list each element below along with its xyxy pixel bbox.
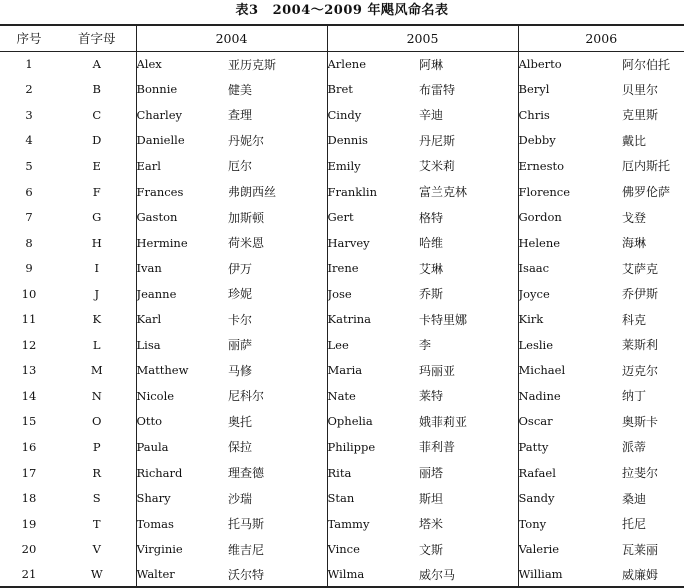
name-2004-zh: 亚历克斯 [228, 57, 277, 72]
table-row [0, 434, 684, 460]
row-initial: H [91, 235, 102, 250]
name-2005-en: Rita [327, 460, 419, 486]
name-2004-en: Earl [136, 153, 228, 179]
name-2004-en: Frances [136, 179, 228, 205]
name-2006-zh: 厄内斯托 [622, 159, 671, 174]
table-row [0, 153, 684, 179]
table-row [0, 536, 684, 562]
name-2005-zh: 艾米莉 [419, 159, 456, 174]
table-row [0, 306, 684, 332]
row-initial: E [92, 158, 101, 173]
row-initial: A [92, 57, 101, 72]
name-2005-en: Arlene [327, 51, 419, 77]
row-initial: B [92, 82, 101, 97]
name-2004-zh: 加斯顿 [228, 210, 265, 225]
name-2006-en: Rafael [518, 460, 610, 486]
name-2004-zh: 保拉 [228, 440, 253, 455]
name-2006-en: Ernesto [518, 153, 610, 179]
name-2006-en: Gordon [518, 204, 610, 230]
table-row [0, 204, 684, 230]
row-index: 3 [25, 107, 33, 122]
name-2006-zh: 克里斯 [622, 108, 659, 123]
name-2006-zh: 戴比 [622, 133, 647, 148]
name-2004-en: Paula [136, 434, 228, 460]
header-year-2004: 2004 [136, 25, 327, 51]
table-number: 表3 [235, 3, 259, 18]
name-2005-en: Vince [327, 536, 419, 562]
name-2004-zh: 奥托 [228, 414, 253, 429]
name-2004-zh: 厄尔 [228, 159, 253, 174]
hurricane-names-table [0, 24, 684, 588]
row-index: 5 [25, 158, 33, 173]
name-2004-zh: 伊万 [228, 261, 253, 276]
name-2005-en: Harvey [327, 230, 419, 256]
row-index: 8 [25, 235, 33, 250]
name-2006-zh: 拉斐尔 [622, 466, 659, 481]
header-year-2005: 2005 [327, 25, 518, 51]
name-2005-en: Katrina [327, 306, 419, 332]
header-year-2006: 2006 [518, 25, 684, 51]
row-initial: K [92, 312, 102, 327]
name-2006-zh: 瓦莱丽 [622, 542, 659, 557]
row-index: 20 [21, 542, 37, 557]
name-2006-en: Chris [518, 102, 610, 128]
name-2005-en: Gert [327, 204, 419, 230]
name-2005-en: Irene [327, 255, 419, 281]
name-2005-zh: 玛丽亚 [419, 363, 456, 378]
row-initial: V [92, 542, 101, 557]
table-row [0, 230, 684, 256]
name-2006-zh: 派蒂 [622, 440, 647, 455]
name-2006-en: Leslie [518, 332, 610, 358]
name-2006-zh: 戈登 [622, 210, 647, 225]
row-index: 18 [21, 491, 37, 506]
name-2005-zh: 哈维 [419, 236, 444, 251]
table-caption [0, 2, 684, 20]
name-2006-zh: 桑迪 [622, 491, 647, 506]
table-row [0, 562, 684, 588]
name-2005-zh: 艾琳 [419, 261, 444, 276]
name-2006-zh: 纳丁 [622, 389, 647, 404]
row-index: 4 [25, 133, 33, 148]
name-2005-zh: 阿琳 [419, 57, 444, 72]
row-initial: I [94, 261, 100, 276]
name-2004-en: Walter [136, 562, 228, 588]
name-2006-zh: 莱斯利 [622, 338, 659, 353]
name-2006-en: Alberto [518, 51, 610, 77]
name-2005-zh: 丽塔 [419, 466, 444, 481]
name-2005-en: Ophelia [327, 409, 419, 435]
row-initial: T [92, 516, 101, 531]
name-2005-en: Maria [327, 358, 419, 384]
name-2006-en: Florence [518, 179, 610, 205]
name-2005-zh: 乔斯 [419, 287, 444, 302]
name-2004-en: Bonnie [136, 77, 228, 103]
name-2004-zh: 托马斯 [228, 517, 265, 532]
name-2006-en: Nadine [518, 383, 610, 409]
name-2006-zh: 科克 [622, 312, 647, 327]
name-2005-en: Cindy [327, 102, 419, 128]
name-2005-zh: 格特 [419, 210, 444, 225]
table-row [0, 383, 684, 409]
name-2004-en: Danielle [136, 128, 228, 154]
row-index: 9 [25, 261, 33, 276]
name-2005-zh: 富兰克林 [419, 185, 468, 199]
name-2005-en: Philippe [327, 434, 419, 460]
name-2004-en: Hermine [136, 230, 228, 256]
row-initial: W [58, 562, 136, 588]
name-2006-en: Kirk [518, 306, 610, 332]
name-2004-en: Lisa [136, 332, 228, 358]
name-2004-zh: 健美 [228, 82, 253, 97]
row-initial: M [90, 363, 103, 378]
row-initial: J [94, 286, 100, 301]
name-2004-zh: 尼科尔 [228, 389, 265, 404]
row-index: 11 [21, 312, 37, 327]
row-initial: D [92, 133, 102, 148]
table-row [0, 51, 684, 77]
name-2005-en: Emily [327, 153, 419, 179]
row-initial: N [91, 388, 102, 403]
table-row [0, 255, 684, 281]
row-initial: R [92, 465, 102, 480]
name-2005-zh: 莱特 [419, 389, 444, 404]
name-2005-zh: 威尔马 [419, 562, 518, 588]
row-index: 7 [25, 210, 33, 225]
row-index: 16 [21, 439, 37, 454]
name-2006-zh: 托尼 [622, 517, 647, 532]
name-2006-zh: 佛罗伦萨 [622, 185, 671, 199]
name-2006-en: William [518, 562, 610, 588]
name-2004-zh: 珍妮 [228, 287, 253, 302]
name-2005-en: Nate [327, 383, 419, 409]
name-2005-en: Tammy [327, 511, 419, 537]
name-2005-zh: 布雷特 [419, 82, 456, 97]
name-2006-zh: 海琳 [622, 236, 647, 251]
name-2005-en: Wilma [327, 562, 419, 588]
name-2006-en: Patty [518, 434, 610, 460]
name-2005-zh: 丹尼斯 [419, 133, 456, 148]
row-index: 10 [21, 286, 37, 301]
name-2005-zh: 卡特里娜 [419, 312, 468, 327]
name-2006-en: Beryl [518, 77, 610, 103]
name-2006-en: Valerie [518, 536, 610, 562]
table-row [0, 511, 684, 537]
header-row [0, 25, 684, 51]
row-index: 15 [21, 414, 37, 429]
name-2004-zh: 丽萨 [228, 338, 253, 353]
name-2004-zh: 维吉尼 [228, 542, 265, 557]
name-2004-en: Charley [136, 102, 228, 128]
name-2006-zh: 贝里尔 [622, 82, 659, 97]
name-2004-en: Alex [136, 51, 228, 77]
table-title: 2004～2009 年飓风命名表 [272, 3, 449, 18]
table-row [0, 77, 684, 103]
table-row [0, 485, 684, 511]
name-2006-en: Helene [518, 230, 610, 256]
name-2004-zh: 理查德 [228, 466, 265, 481]
name-2005-en: Lee [327, 332, 419, 358]
name-2005-zh: 娥菲莉亚 [419, 414, 468, 429]
table-row [0, 409, 684, 435]
name-2004-zh: 沃尔特 [228, 562, 327, 588]
name-2006-en: Michael [518, 358, 610, 384]
name-2004-en: Otto [136, 409, 228, 435]
name-2005-en: Jose [327, 281, 419, 307]
row-index: 6 [25, 184, 33, 199]
table-row [0, 179, 684, 205]
name-2005-zh: 李 [419, 338, 432, 353]
name-2005-zh: 塔米 [419, 517, 444, 532]
header-initial: 首字母 [58, 25, 136, 51]
table-row [0, 128, 684, 154]
name-2006-zh: 威廉姆 [610, 562, 684, 588]
row-initial: S [92, 491, 101, 506]
row-initial: F [92, 184, 101, 199]
row-index: 19 [21, 516, 37, 531]
table-row [0, 358, 684, 384]
name-2006-en: Sandy [518, 485, 610, 511]
name-2004-en: Gaston [136, 204, 228, 230]
name-2006-en: Debby [518, 128, 610, 154]
name-2004-en: Jeanne [136, 281, 228, 307]
row-initial: L [92, 337, 101, 352]
name-2004-zh: 卡尔 [228, 312, 253, 327]
row-index: 21 [0, 562, 58, 588]
table-row [0, 281, 684, 307]
row-index: 2 [25, 82, 33, 97]
name-2005-en: Bret [327, 77, 419, 103]
row-initial: P [92, 439, 101, 454]
name-2006-en: Tony [518, 511, 610, 537]
row-initial: O [92, 414, 102, 429]
table-row [0, 460, 684, 486]
name-2004-zh: 马修 [228, 363, 253, 378]
name-2004-en: Matthew [136, 358, 228, 384]
name-2005-zh: 辛迪 [419, 108, 444, 123]
row-index: 12 [21, 337, 37, 352]
header-index: 序号 [0, 25, 58, 51]
name-2005-en: Dennis [327, 128, 419, 154]
name-2006-zh: 阿尔伯托 [622, 57, 671, 72]
name-2004-zh: 荷米恩 [228, 236, 265, 251]
name-2004-zh: 查理 [228, 108, 253, 123]
row-index: 13 [21, 363, 37, 378]
row-initial: C [92, 107, 102, 122]
name-2004-zh: 丹妮尔 [228, 133, 265, 148]
name-2005-zh: 菲利普 [419, 440, 456, 455]
name-2004-en: Tomas [136, 511, 228, 537]
table-row [0, 102, 684, 128]
table-row [0, 332, 684, 358]
name-2005-en: Stan [327, 485, 419, 511]
table-body [0, 51, 684, 587]
name-2006-en: Oscar [518, 409, 610, 435]
name-2004-zh: 沙瑞 [228, 491, 253, 506]
name-2004-en: Karl [136, 306, 228, 332]
name-2006-zh: 艾萨克 [622, 261, 659, 276]
name-2005-zh: 文斯 [419, 542, 444, 557]
name-2006-en: Joyce [518, 281, 610, 307]
name-2006-zh: 奥斯卡 [622, 414, 659, 429]
row-index: 17 [21, 465, 37, 480]
name-2004-en: Richard [136, 460, 228, 486]
name-2004-en: Shary [136, 485, 228, 511]
row-initial: G [92, 210, 102, 225]
name-2006-zh: 乔伊斯 [622, 287, 659, 302]
row-index: 14 [21, 388, 37, 403]
name-2004-zh: 弗朗西丝 [228, 185, 277, 199]
name-2004-en: Virginie [136, 536, 228, 562]
name-2006-en: Isaac [518, 255, 610, 281]
name-2005-en: Franklin [327, 179, 419, 205]
name-2005-zh: 斯坦 [419, 491, 444, 506]
name-2006-zh: 迈克尔 [622, 363, 659, 378]
row-index: 1 [25, 57, 33, 72]
name-2004-en: Nicole [136, 383, 228, 409]
name-2004-en: Ivan [136, 255, 228, 281]
